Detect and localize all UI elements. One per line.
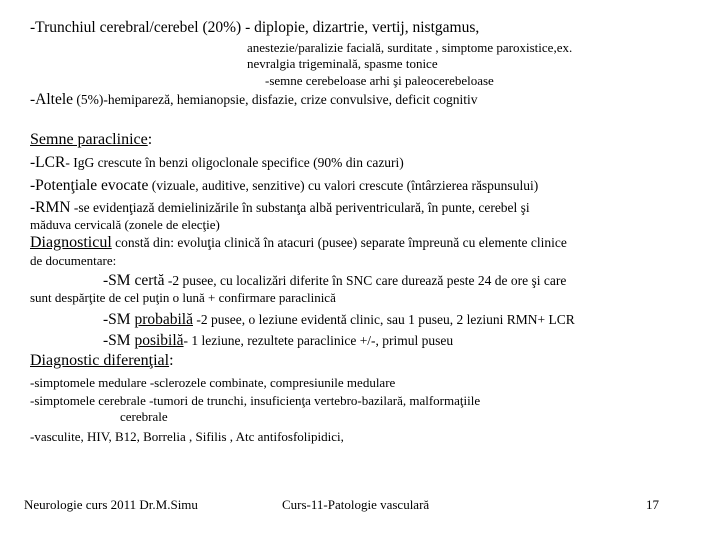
rmn-line xyxy=(30,200,530,215)
trunchiul-percent: (20%) xyxy=(198,19,242,36)
heading-semne-paraclinice xyxy=(30,132,152,147)
diff-medulare-line: -simptomele medulare -sclerozele combinate, compresiunile medulare xyxy=(30,375,396,390)
diff-vasculite-line: -vasculite, HIV, B12, Borrelia , Sifilis , Atc antifosfolipidici, xyxy=(30,429,344,444)
footer-author: Neurologie curs 2011 Dr.M.Simu xyxy=(24,497,198,512)
heading-diagnosticul: Diagnosticul xyxy=(30,234,112,251)
altele-dash: - xyxy=(30,91,36,108)
sm-posibila-line xyxy=(103,333,453,348)
altele-symptoms: (5%)-hemipareză, hemianopsie, disfazie, crize convulsive, deficit cognitiv xyxy=(73,92,478,107)
heading-colon: : xyxy=(169,352,174,369)
lcr-text: - IgG crescute în benzi oligoclonale specifice (90% din cazuri) xyxy=(65,155,404,170)
sm-probabila-prefix: -SM xyxy=(103,311,135,328)
trunchiul-line xyxy=(30,20,479,35)
lcr-term: LCR xyxy=(35,154,66,171)
footer-page-number: 17 xyxy=(646,497,659,512)
sm-certa-line-2: sunt despărţite de cel puţin o lună + confirmare paraclinică xyxy=(30,290,336,305)
sm-certa-line xyxy=(103,273,566,288)
lcr-dash: - xyxy=(30,154,36,171)
heading-diagnostic-diferential xyxy=(30,353,174,368)
trunchiul-term: -Trunchiul cerebral/cerebel xyxy=(30,19,199,36)
sm-posibila-term: posibilă xyxy=(134,332,184,349)
potentiale-line xyxy=(30,178,538,193)
rmn-line-2: măduva cervicală (zonele de elecţie) xyxy=(30,217,220,232)
sm-probabila-text: -2 pusee, o leziune evidentă clinic, sau 1 puseu, 2 leziuni RMN+ LCR xyxy=(193,312,575,327)
trunchiul-line-3: nevralgia trigeminală, spasme tonice xyxy=(247,56,438,71)
altele-term: Altele xyxy=(35,91,74,108)
rmn-text: -se evidenţiază demielinizările în substanţa albă periventriculară, în punte, cerebel şi xyxy=(70,200,530,215)
heading-diagnostic-diferential-text: Diagnostic diferenţial xyxy=(30,352,170,369)
heading-semne-paraclinice-text: Semne paraclinice xyxy=(30,131,148,148)
heading-colon: : xyxy=(147,131,153,148)
sm-probabila-term: probabilă xyxy=(134,311,193,328)
diagnosticul-line xyxy=(30,235,567,250)
sm-posibila-prefix: -SM xyxy=(103,332,135,349)
rmn-dash: - xyxy=(30,199,36,216)
lcr-line xyxy=(30,155,404,170)
diagnosticul-text: constă din: evoluţia clinică în atacuri (pusee) separate împreună cu elemente clinice xyxy=(111,235,567,250)
cerebel-signs-line: -semne cerebeloase arhi şi paleocerebeloase xyxy=(265,73,494,88)
diff-cerebrale-line-2: cerebrale xyxy=(120,409,168,424)
diff-cerebrale-line: -simptomele cerebrale -tumori de trunchi, insuficienţa vertebro-bazilară, malformaţiile xyxy=(30,393,481,408)
trunchiul-line-2: anestezie/paralizie facială, surditate , simptome paroxistice,ex. xyxy=(247,40,573,55)
sm-posibila-text: - 1 leziune, rezultete paraclinice +/-, primul puseu xyxy=(183,333,454,348)
potentiale-dash: - xyxy=(30,177,36,194)
potentiale-text: (vizuale, auditive, senzitive) cu valori crescute (întârzierea răspunsului) xyxy=(148,178,539,193)
sm-certa-term: -SM certă xyxy=(103,272,165,289)
footer-course: Curs-11-Patologie vasculară xyxy=(282,497,430,512)
altele-line xyxy=(30,92,478,107)
potentiale-term: Potenţiale evocate xyxy=(35,177,149,194)
trunchiul-symptoms: - diplopie, dizartrie, vertij, nistgamus, xyxy=(241,19,480,36)
sm-certa-text: -2 pusee, cu localizări diferite în SNC care durează peste 24 de ore şi care xyxy=(164,273,567,288)
diagnosticul-line-2: de documentare: xyxy=(30,253,117,268)
sm-probabila-line xyxy=(103,312,575,327)
rmn-term: RMN xyxy=(35,199,71,216)
